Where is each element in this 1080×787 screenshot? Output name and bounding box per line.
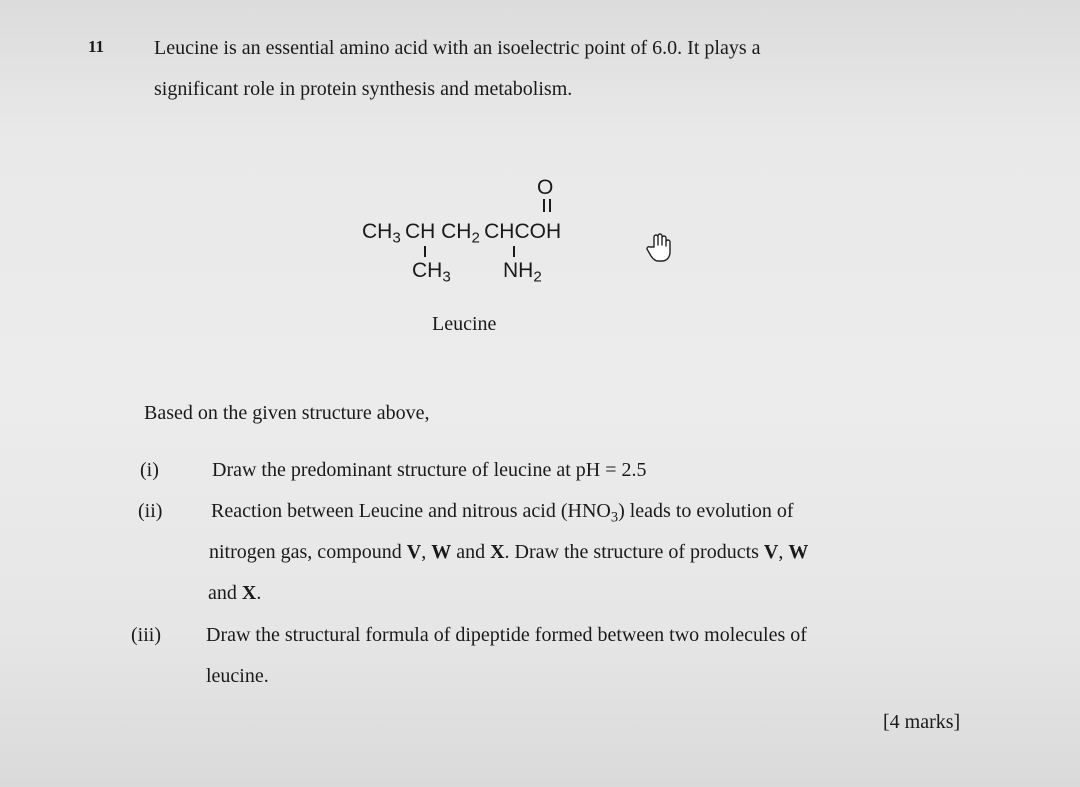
- part-ii-label: (ii): [138, 500, 163, 522]
- part-ii-line-1: Reaction between Leucine and nitrous acid $(HNO_3)$ leads to evolution of: [211, 500, 794, 526]
- question-number: 11: [88, 37, 105, 56]
- part-iii-line-2: leucine.: [206, 665, 269, 687]
- structure-caption: Leucine: [432, 313, 497, 335]
- main-chain: $CH_3$ CH $CH_2$ CHCOH: [362, 220, 562, 247]
- part-ii-line-2: nitrogen gas, compound V, W and X. Draw the structure of products V, W: [209, 541, 809, 563]
- bond-to-methyl: [424, 246, 426, 257]
- part-ii-line-3: and X.: [208, 582, 262, 604]
- part-iii-line-1: Draw the structural formula of dipeptide formed between two molecules of: [206, 624, 807, 646]
- double-bond-line-1: [543, 199, 545, 212]
- prompt-text: Based on the given structure above,: [144, 402, 430, 424]
- double-bond-line-2: [549, 199, 551, 212]
- part-i-label: (i): [140, 459, 159, 481]
- marks-label: [4 marks]: [883, 711, 961, 733]
- amino-branch: $NH_2$: [503, 259, 542, 286]
- part-i-text: Draw the predominant structure of leucine at pH = 2.5: [212, 459, 647, 481]
- intro-line-1: Leucine is an essential amino acid with an isoelectric point of 6.0. It plays a: [154, 37, 761, 59]
- hand-pointer-icon: [645, 233, 671, 263]
- bond-to-amino: [513, 246, 515, 257]
- intro-line-2: significant role in protein synthesis and metabolism.: [154, 78, 573, 100]
- methyl-branch: $CH_3$: [412, 259, 451, 286]
- part-iii-label: (iii): [131, 624, 161, 646]
- carbonyl-oxygen: O: [537, 176, 554, 199]
